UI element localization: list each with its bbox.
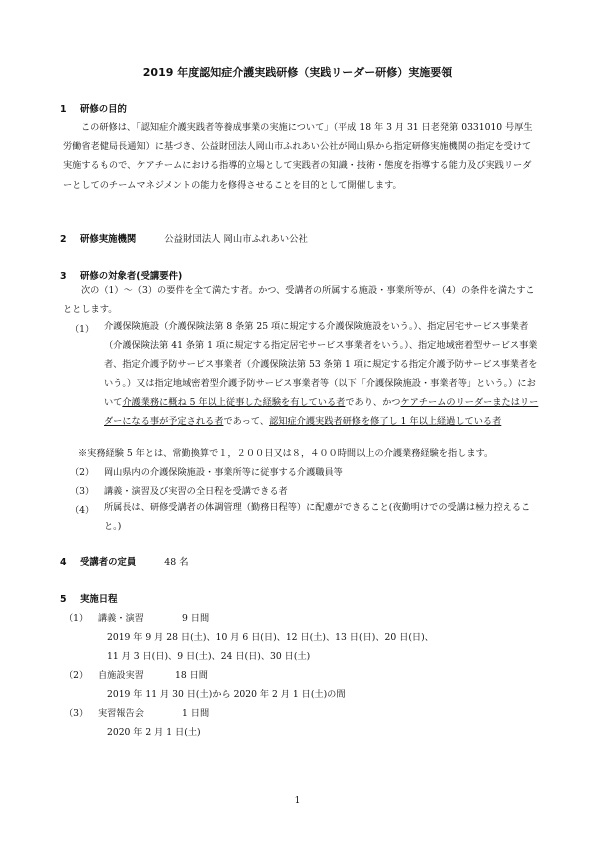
section-4-heading <box>60 554 189 568</box>
section-3-intro <box>63 281 538 319</box>
section-3-item-1-underline-1: 介護業務に概ね 5 年以上従事した経験を有している者 <box>122 397 346 408</box>
section-3-item-2-text: 岡山県内の介護保険施設・事業所等に従事する介護職員等 <box>104 467 343 478</box>
section-3-item-1 <box>104 317 539 431</box>
section-3-number: 3 <box>60 271 67 282</box>
section-2-number: 2 <box>60 234 67 245</box>
section-3-item-3-label: （3） <box>70 486 95 497</box>
schedule-3-label: （3） <box>64 708 89 719</box>
section-3-title: 研修の対象者(受講要件) <box>80 271 183 282</box>
section-3-intro-text: 次の（1）～（3）の要件を全て満たす者。かつ、受講者の所属する施設・事業所等が、（4）の条件を満たすこととします。 <box>63 285 535 316</box>
page-number: 1 <box>294 796 301 806</box>
section-1-paragraph <box>63 118 538 195</box>
schedule-2-label: （2） <box>64 670 89 681</box>
section-3-item-2-label: （2） <box>70 467 95 478</box>
section-4-title: 受講者の定員 <box>80 557 137 568</box>
section-5-title: 実施日程 <box>80 594 118 605</box>
section-1-title: 研修の目的 <box>80 104 127 115</box>
section-3-item-1-text-b: であり、かつ <box>345 397 401 408</box>
schedule-2-name: 自施設実習 <box>98 670 144 681</box>
section-3-item-1-text-c: であって、 <box>223 416 270 427</box>
schedule-1-days: 9 日間 <box>182 613 210 624</box>
schedule-1-dates-line-2: 11 月 3 日(日)、9 日(土)、24 日(日)、30 日(土) <box>107 651 311 662</box>
section-2-value: 公益財団法人 岡山市ふれあい公社 <box>164 234 308 245</box>
schedule-3-dates: 2020 年 2 月 1 日(土) <box>107 727 201 738</box>
schedule-1-label: （1） <box>64 613 89 624</box>
section-3-item-3-text: 講義・演習及び実習の全日程を受講できる者 <box>104 486 288 497</box>
document-title: 2019 年度認知症介護実践研修（実践リーダー研修）実施要領 <box>142 66 453 79</box>
section-3-item-1-underline-3: 認知症介護実践者研修を修了し 1 年以上経過している者 <box>269 416 502 427</box>
section-1-number: 1 <box>60 104 67 115</box>
section-2-heading <box>60 231 308 245</box>
section-1-heading <box>60 101 127 115</box>
section-3-note: ※実務経験 5 年とは、常勤換算で１，２００日又は８，４００時間以上の介護業務経験を指します。 <box>78 448 494 459</box>
schedule-2-dates: 2019 年 11 月 30 日(土)から 2020 年 2 月 1 日(土)の間 <box>107 689 346 700</box>
section-2-title: 研修実施機関 <box>80 234 137 245</box>
section-3-item-4-text: 所属長は、研修受講者の体調管理（勤務日程等）に配慮ができること(夜勤明けでの受講は極力控えること。) <box>104 502 531 532</box>
section-1-text: この研修は、「認知症介護実践者等養成事業の実施について」（平成 18 年 3 月 31 日老発第 0331010 号厚生労働省老健局長通知）に基づき、公益財団法人岡山市ふれあい公社が岡山県から指定研修実施機関の指定を受けて実施するもので、ケアチームにおける指導的立場として実践者の知識・技術・態度を指導する能力及び実践リーダーとしてのチームマネジメントの能力を修得させることを目的として開催します。 <box>63 122 533 191</box>
section-3-item-1-underline-2: ケアチームのリーダーまたはリーダーになる事が予定される者 <box>104 397 539 427</box>
section-3-item-4-label: （4） <box>70 505 95 516</box>
schedule-2-days: 18 日間 <box>175 670 208 681</box>
section-4-number: 4 <box>60 557 67 568</box>
section-3-item-1-text-a: 介護保険施設（介護保険法第 8 条第 25 項に規定する介護保険施設をいう。）、指定居宅サービス事業者（介護保険法第 41 条第 1 項に規定する指定居宅サービス事業者をいう。）、指定地域密着型サービス事業者、指定介護予防サービス事業者（介護保険法第 53 条第 1 項に規定する指定介護予防サービス事業者をいう。）又は指定地域密着型介護予防サービス事業者等（以下「介護保険施設・事業者等」という。）において <box>104 321 538 408</box>
section-3-heading <box>60 268 182 282</box>
schedule-3-name: 実習報告会 <box>98 708 144 719</box>
section-5-number: 5 <box>60 594 67 605</box>
schedule-1-name: 講義・演習 <box>98 613 144 624</box>
section-4-value: 48 名 <box>164 557 189 568</box>
section-5-heading <box>60 591 118 605</box>
schedule-1-dates-line-1: 2019 年 9 月 28 日(土)、10 月 6 日(日)、12 日(土)、13 日(日)、20 日(日)、 <box>107 632 434 643</box>
section-3-item-1-label: （1） <box>70 324 95 335</box>
schedule-3-days: 1 日間 <box>182 708 210 719</box>
